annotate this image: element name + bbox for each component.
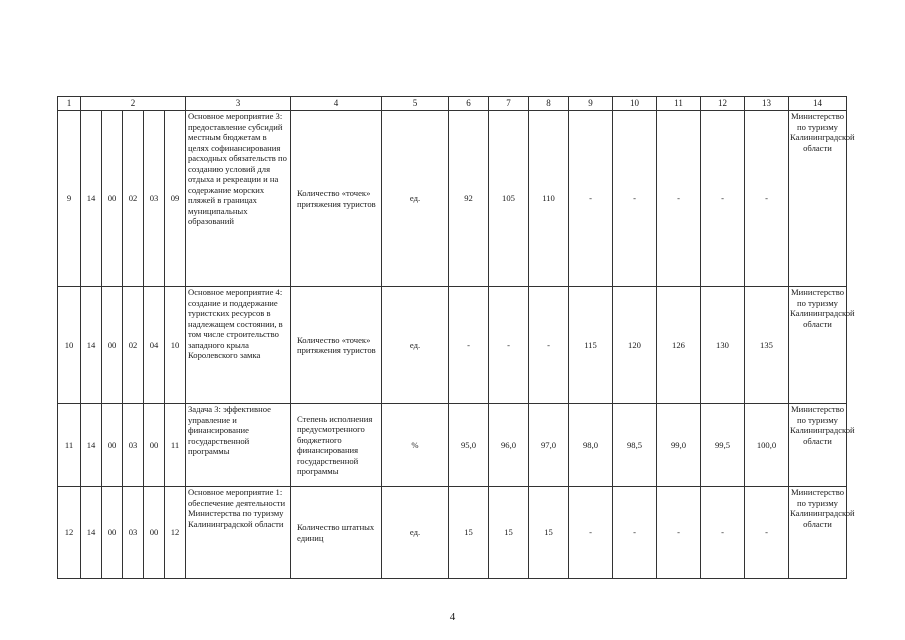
row-number: 10 [58,287,81,404]
code-cell: 00 [144,404,165,487]
responsible-cell: Министерство по туризму Калининградской области [789,404,847,487]
page-number: 4 [449,611,456,623]
value-cell: 92 [449,111,489,287]
unit-cell: ед. [382,287,449,404]
value-cell: 15 [449,487,489,579]
value-cell: 15 [529,487,569,579]
code-cell: 00 [102,111,123,287]
code-cell: 00 [102,404,123,487]
value-cell: - [657,487,701,579]
header-cell: 11 [657,97,701,111]
table-row [58,404,847,487]
value-cell: 99,5 [701,404,745,487]
code-cell: 02 [123,111,144,287]
unit-cell: ед. [382,111,449,287]
code-cell: 14 [81,404,102,487]
indicator-name: Количество «точек» притяжения туристов [291,287,382,404]
value-cell: 97,0 [529,404,569,487]
code-cell: 09 [165,111,186,287]
code-cell: 00 [102,487,123,579]
code-cell: 14 [81,111,102,287]
value-cell: - [657,111,701,287]
value-cell: - [529,287,569,404]
value-cell: 95,0 [449,404,489,487]
unit-cell: % [382,404,449,487]
value-cell: - [569,487,613,579]
responsible-cell: Министерство по туризму Калининградской области [789,111,847,287]
value-cell: 135 [745,287,789,404]
value-cell: 99,0 [657,404,701,487]
table-row [58,487,847,579]
header-cell: 9 [569,97,613,111]
header-cell: 14 [789,97,847,111]
value-cell: 105 [489,111,529,287]
header-row [58,97,847,111]
header-cell: 6 [449,97,489,111]
row-number: 9 [58,111,81,287]
header-cell: 4 [291,97,382,111]
code-cell: 12 [165,487,186,579]
value-cell: 98,5 [613,404,657,487]
value-cell: - [489,287,529,404]
value-cell: 98,0 [569,404,613,487]
value-cell: 15 [489,487,529,579]
activity-name: Основное мероприятие 4: создание и поддержание туристских ресурсов в надлежащем состоянии, в том числе строительство западного крыла Королевского замка [186,287,291,404]
code-cell: 14 [81,487,102,579]
value-cell: 130 [701,287,745,404]
code-cell: 03 [144,111,165,287]
activity-name: Основное мероприятие 1: обеспечение деятельности Министерства по туризму Калининградской области [186,487,291,579]
code-cell: 10 [165,287,186,404]
table-row [58,111,847,287]
code-cell: 00 [102,287,123,404]
unit-cell: ед. [382,487,449,579]
code-cell: 11 [165,404,186,487]
value-cell: - [745,111,789,287]
code-cell: 14 [81,287,102,404]
header-cell: 5 [382,97,449,111]
header-cell: 7 [489,97,529,111]
activity-name: Задача 3: эффективное управление и финансирование государственной программы [186,404,291,487]
header-cell: 8 [529,97,569,111]
value-cell: 96,0 [489,404,529,487]
header-cell: 2 [81,97,186,111]
header-cell: 10 [613,97,657,111]
value-cell: 120 [613,287,657,404]
value-cell: - [613,111,657,287]
activity-name: Основное мероприятие 3: предоставление субсидий местным бюджетам в целях софинансирования расходных обязательств по созданию условий для отдыха и рекреации и на содержание морских пляжей в границах муниципальных образований [186,111,291,287]
indicators-table [57,96,855,579]
value-cell: - [701,111,745,287]
row-number: 11 [58,404,81,487]
value-cell: 115 [569,287,613,404]
code-cell: 03 [123,404,144,487]
responsible-cell: Министерство по туризму Калининградской области [789,287,847,404]
header-cell: 13 [745,97,789,111]
code-cell: 00 [144,487,165,579]
table-row [58,287,847,404]
value-cell: - [449,287,489,404]
value-cell: - [569,111,613,287]
indicator-name: Количество штатных единиц [291,487,382,579]
header-cell: 1 [58,97,81,111]
indicator-name: Количество «точек» притяжения туристов [291,111,382,287]
row-number: 12 [58,487,81,579]
indicator-name: Степень исполнения предусмотренного бюджетного финансирования государственной программы [291,404,382,487]
value-cell: 110 [529,111,569,287]
value-cell: - [745,487,789,579]
header-cell: 12 [701,97,745,111]
value-cell: 100,0 [745,404,789,487]
value-cell: - [613,487,657,579]
responsible-cell: Министерство по туризму Калининградской области [789,487,847,579]
code-cell: 02 [123,287,144,404]
value-cell: 126 [657,287,701,404]
code-cell: 04 [144,287,165,404]
value-cell: - [701,487,745,579]
header-cell: 3 [186,97,291,111]
code-cell: 03 [123,487,144,579]
